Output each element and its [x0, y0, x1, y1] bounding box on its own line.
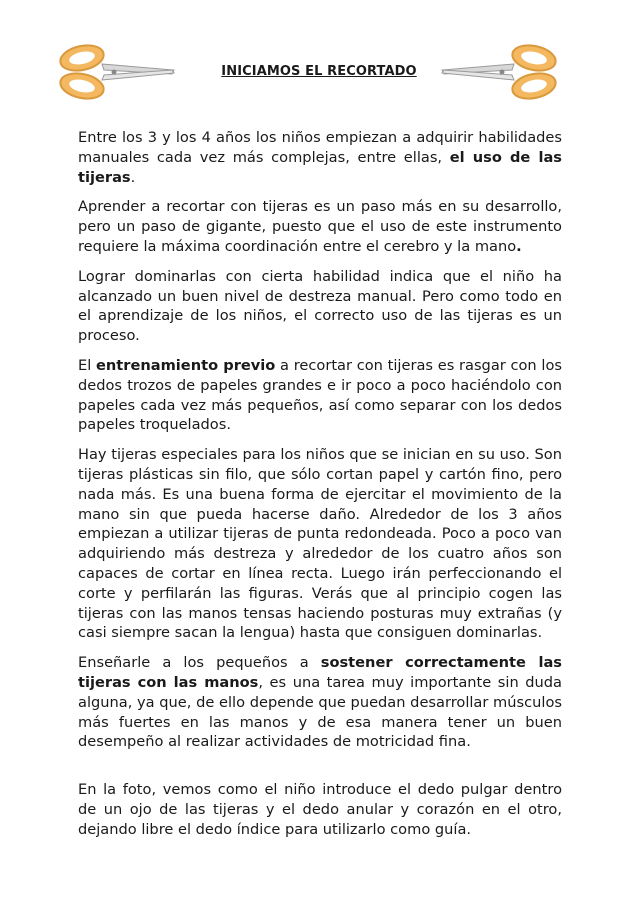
- text: a recortar con tijeras es rasgar con los dedos trozos de papeles grandes e ir poco a poco haciéndolo con papeles cada vez más pequeños, así como separar con los dedos papeles troquelados.: [78, 356, 562, 434]
- paragraph-5: [78, 445, 562, 643]
- text: En la foto, vemos como el niño introduce el dedo pulgar dentro de un ojo de las tijeras y el dedo anular y corazón en el otro, dejando libre el dedo índice para utilizarlo como guía.: [78, 781, 562, 838]
- scissors-icon: [440, 40, 560, 104]
- text: Entre los 3 y los 4 años los niños empiezan a adquirir habilidades manuales cada vez más complejas, entre ellas,: [78, 129, 562, 166]
- text: .: [130, 168, 136, 186]
- paragraph-7: [78, 780, 562, 839]
- bold-text: .: [516, 237, 522, 255]
- paragraph-1: [78, 128, 562, 187]
- text: Lograr dominarlas con cierta habilidad indica que el niño ha alcanzado un buen nivel de destreza manual. Pero como todo en el aprendizaje de los niños, el correcto uso de las tijeras es un proceso.: [78, 267, 562, 345]
- bold-text: sostener correctamente las tijeras con las manos: [78, 654, 562, 691]
- text: El: [78, 356, 96, 374]
- paragraph-6: [78, 653, 562, 752]
- bold-text: el uso de las tijeras: [78, 148, 562, 186]
- page-title: INICIAMOS EL RECORTADO: [221, 64, 417, 79]
- bold-text: entrenamiento previo: [96, 356, 276, 374]
- document-body: [78, 128, 562, 850]
- paragraph-2: [78, 197, 562, 256]
- paragraph-4: [78, 356, 562, 435]
- text: , es una tarea muy importante sin duda alguna, ya que, de ello depende que puedan desarrollar músculos más fuertes en las manos y de esa manera tener un buen desempeño al realizar actividades de motricidad fina.: [78, 673, 562, 751]
- paragraph-3: [78, 267, 562, 346]
- text: Enseñarle a los pequeños a: [78, 654, 321, 672]
- text: Aprender a recortar con tijeras es un paso más en su desarrollo, pero un paso de gigante, puesto que el uso de este instrumento requiere la máxima coordinación entre el cerebro y la mano: [78, 198, 562, 255]
- text: Hay tijeras especiales para los niños que se inician en su uso. Son tijeras plásticas sin filo, que sólo cortan papel y cartón fino, pero nada más. Es una buena forma de ejercitar el movimiento de la mano sin que pueda hacerse daño. Alrededor de los 3 años empiezan a utilizar tijeras de punta redondeada. Poco a poco van adquiriendo más destreza y alrededor de los cuatro años son capaces de cortar en línea recta. Luego irán perfeccionando el corte y perfilarán las figuras. Verás que al principio cogen las tijeras con las manos tensas haciendo posturas muy extrañas (y casi siempre sacan la lengua) hasta que consiguen dominarlas.: [78, 446, 562, 642]
